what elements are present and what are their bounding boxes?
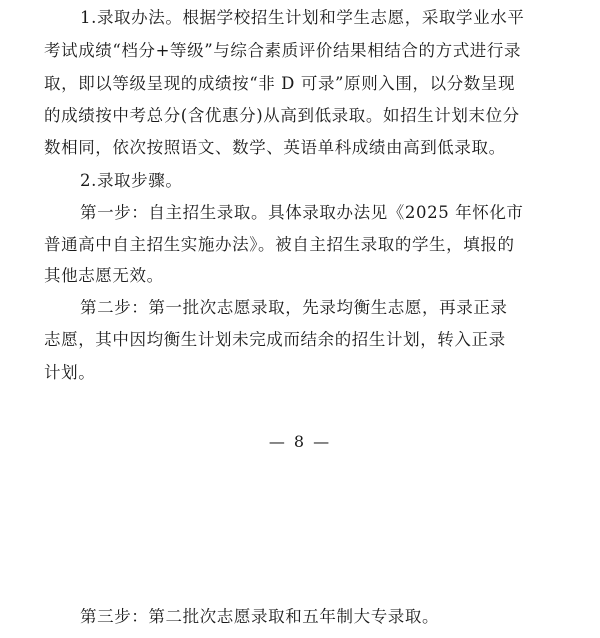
paragraph-step-two-line-2: 志愿，其中因均衡生计划未完成而结余的招生计划，转入正录 xyxy=(44,330,506,349)
paragraph-step-three: 第三步：第二批次志愿录取和五年制大专录取。 xyxy=(80,607,440,626)
paragraph-step-two-line-3: 计划。 xyxy=(44,363,96,382)
paragraph-admission-method-line-5: 数相同，依次按照语文、数学、英语单科成绩由高到低录取。 xyxy=(44,138,506,157)
paragraph-step-one-line-3: 其他志愿无效。 xyxy=(44,266,164,285)
heading-admission-steps: 2.录取步骤。 xyxy=(80,171,183,190)
paragraph-step-two-line-1: 第二步：第一批次志愿录取，先录均衡生志愿，再录正录 xyxy=(80,298,508,317)
paragraph-step-one-line-2: 普通高中自主招生实施办法》。被自主招生录取的学生，填报的 xyxy=(44,235,515,254)
paragraph-admission-method-line-2: 考试成绩“档分+等级”与综合素质评价结果相结合的方式进行录 xyxy=(44,41,522,60)
page-number: — 8 — xyxy=(268,432,332,451)
paragraph-admission-method-line-3: 取，即以等级呈现的成绩按“非 D 可录”原则入围，以分数呈现 xyxy=(44,74,516,93)
paragraph-step-one-line-1: 第一步：自主招生录取。具体录取办法见《2025 年怀化市 xyxy=(80,203,524,222)
paragraph-admission-method-line-1: 1.录取办法。根据学校招生计划和学生志愿，采取学业水平 xyxy=(80,8,525,27)
paragraph-admission-method-line-4: 的成绩按中考总分(含优惠分)从高到低录取。如招生计划末位分 xyxy=(44,106,520,125)
